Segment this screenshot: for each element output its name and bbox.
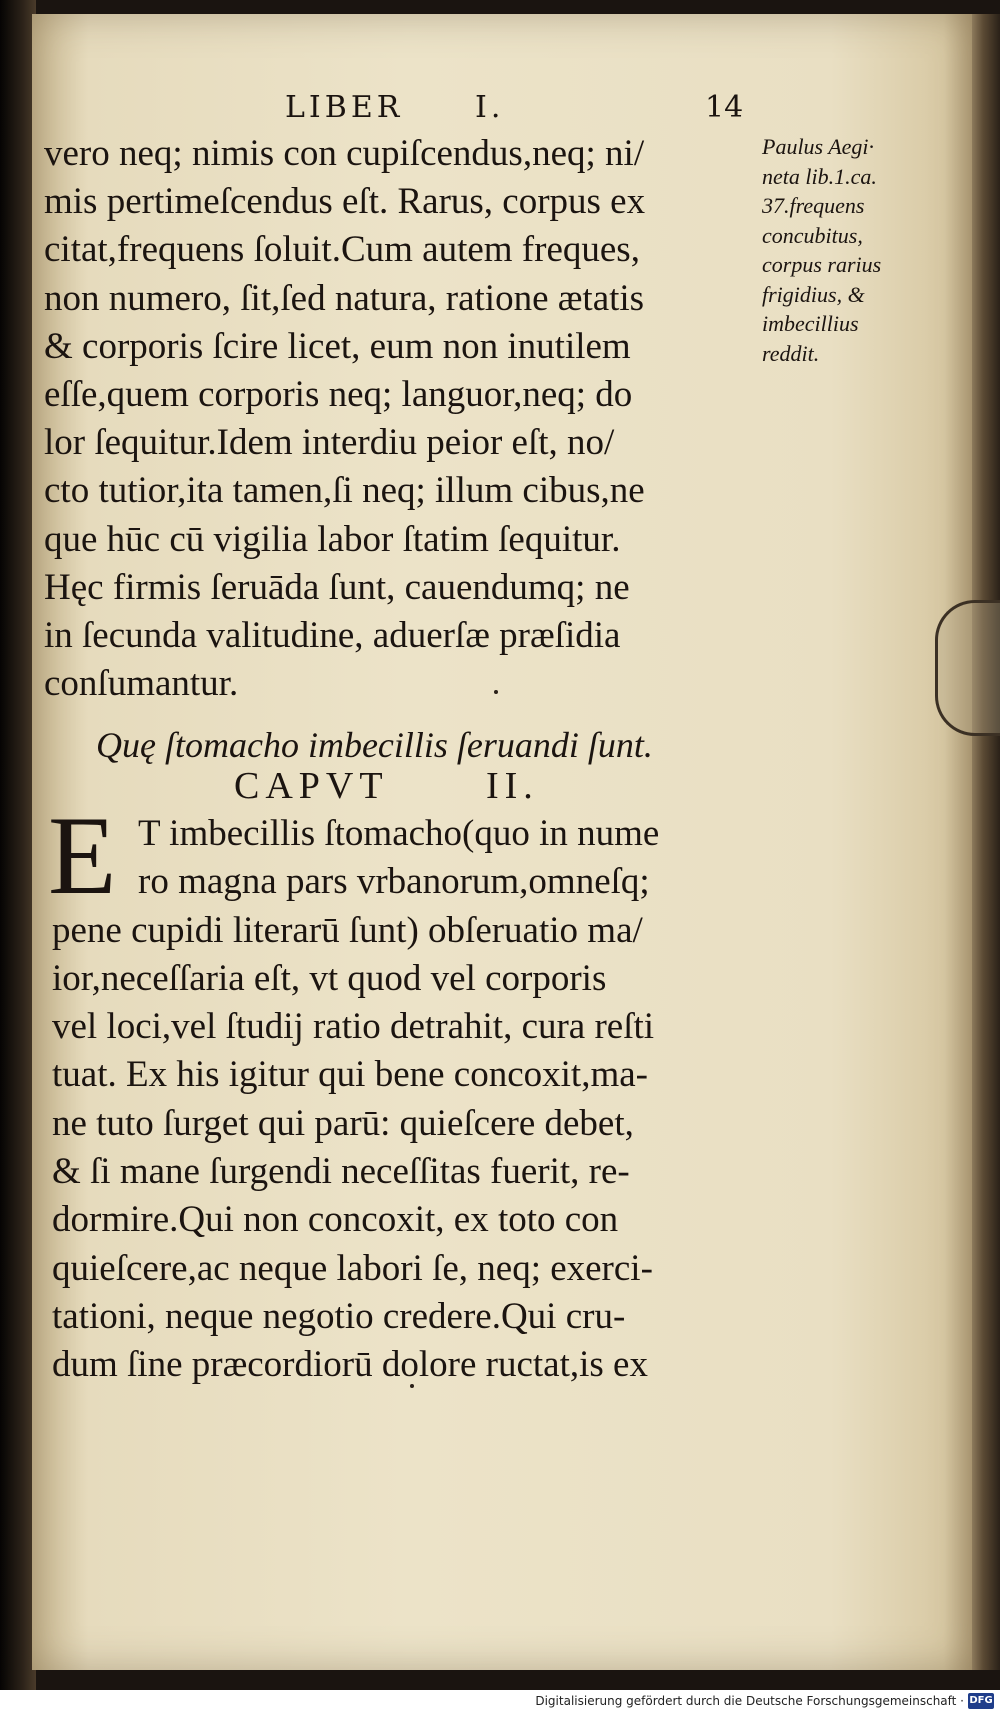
book-spine [0,0,36,1714]
text-line: que hūc cū vigilia labor ſtatim ſequitur. [44,518,621,560]
text-line: eſſe,quem corporis neq; languor,neq; do [44,373,633,415]
chapter-number: II. [486,765,539,807]
text-line: dormire.Qui non concoxit, ex toto con [52,1199,619,1241]
text-line: in ſecunda valitudine, aduerſæ præſidia [44,614,621,656]
text-line: citat,frequens ſoluit.Cum autem freques, [44,229,640,271]
text-line: vero neq; nimis con cupiſcendus,neq; ni/ [44,133,645,174]
chapter-heading-word: CAPVT [234,765,389,807]
book-clasp [935,600,1000,736]
drop-capital: E [48,794,117,918]
text-line: non numero, ſit,ſed natura, ratione ætatis [44,277,645,319]
ink-speck [494,690,498,694]
text-line: ro magna pars vrbanorum,omneſq; [138,861,650,903]
marginal-note-line: frigidius, & [762,281,865,307]
marginal-note-line: Paulus Aegi· [762,134,875,159]
chapter-heading [0,764,1000,814]
footer-credit: Digitalisierung gefördert durch die Deutsche Forschungsgemeinschaft · [535,1694,964,1708]
marginal-note-line: concubitus, [762,222,863,248]
text-line: lor ſequitur.Idem interdiu peior eſt, no/ [44,422,615,464]
text-line: T imbecillis ſtomacho(quo in nume [138,813,660,854]
text-line: dum ſine præcordiorū dolore ructat,is ex [52,1344,648,1386]
marginal-note-line: neta lib.1.ca. [762,163,877,189]
text-line: & ſi mane ſurgendi neceſſitas fuerit, re- [52,1151,630,1193]
page-edge [972,14,1000,1670]
text-line: & corporis ſcire licet, eum non inutilem [44,325,631,367]
text-line: ior,neceſſaria eſt, vt quod vel corporis [52,957,607,999]
text-line: pene cupidi literarū ſunt) obſeruatio ma/ [52,909,643,951]
marginal-note-line: corpus rarius [762,252,882,277]
marginal-note [762,132,942,368]
running-head-title: LIBER [285,90,404,125]
marginal-note-line: reddit. [762,340,820,366]
text-line: ne tuto ſurget qui parū: quieſcere debet, [52,1102,634,1144]
folio-number: 14 [705,90,744,125]
digitization-footer [0,1690,1000,1714]
chapter-title: Quę ſtomacho imbecillis ſeruandi ſunt. [96,725,653,765]
running-head-book-number: I. [475,90,505,125]
marginal-note-line: imbecillius [762,311,859,336]
text-line: cto tutior,ita tamen,ſi neq; illum cibus,ne [44,470,645,512]
text-line: conſumantur. [44,663,239,705]
main-text-block [44,130,764,708]
text-line: mis pertimeſcendus eſt. Rarus, corpus ex [44,181,646,223]
text-line: tationi, neque negotio credere.Qui cru- [52,1295,626,1337]
dfg-logo-icon: DFG [968,1693,994,1709]
chapter-text-block [52,810,768,1390]
text-line: quieſcere,ac neque labori ſe, neq; exerci- [52,1247,653,1289]
text-line: vel loci,vel ſtudij ratio detrahit, cura reſti [52,1006,655,1048]
text-line: tuat. Ex his igitur qui bene concoxit,ma- [52,1054,648,1096]
running-head [285,90,755,130]
text-line: Hęc firmis ſeruāda ſunt, cauendumq; ne [44,566,630,608]
marginal-note-line: 37.frequens [762,193,865,218]
